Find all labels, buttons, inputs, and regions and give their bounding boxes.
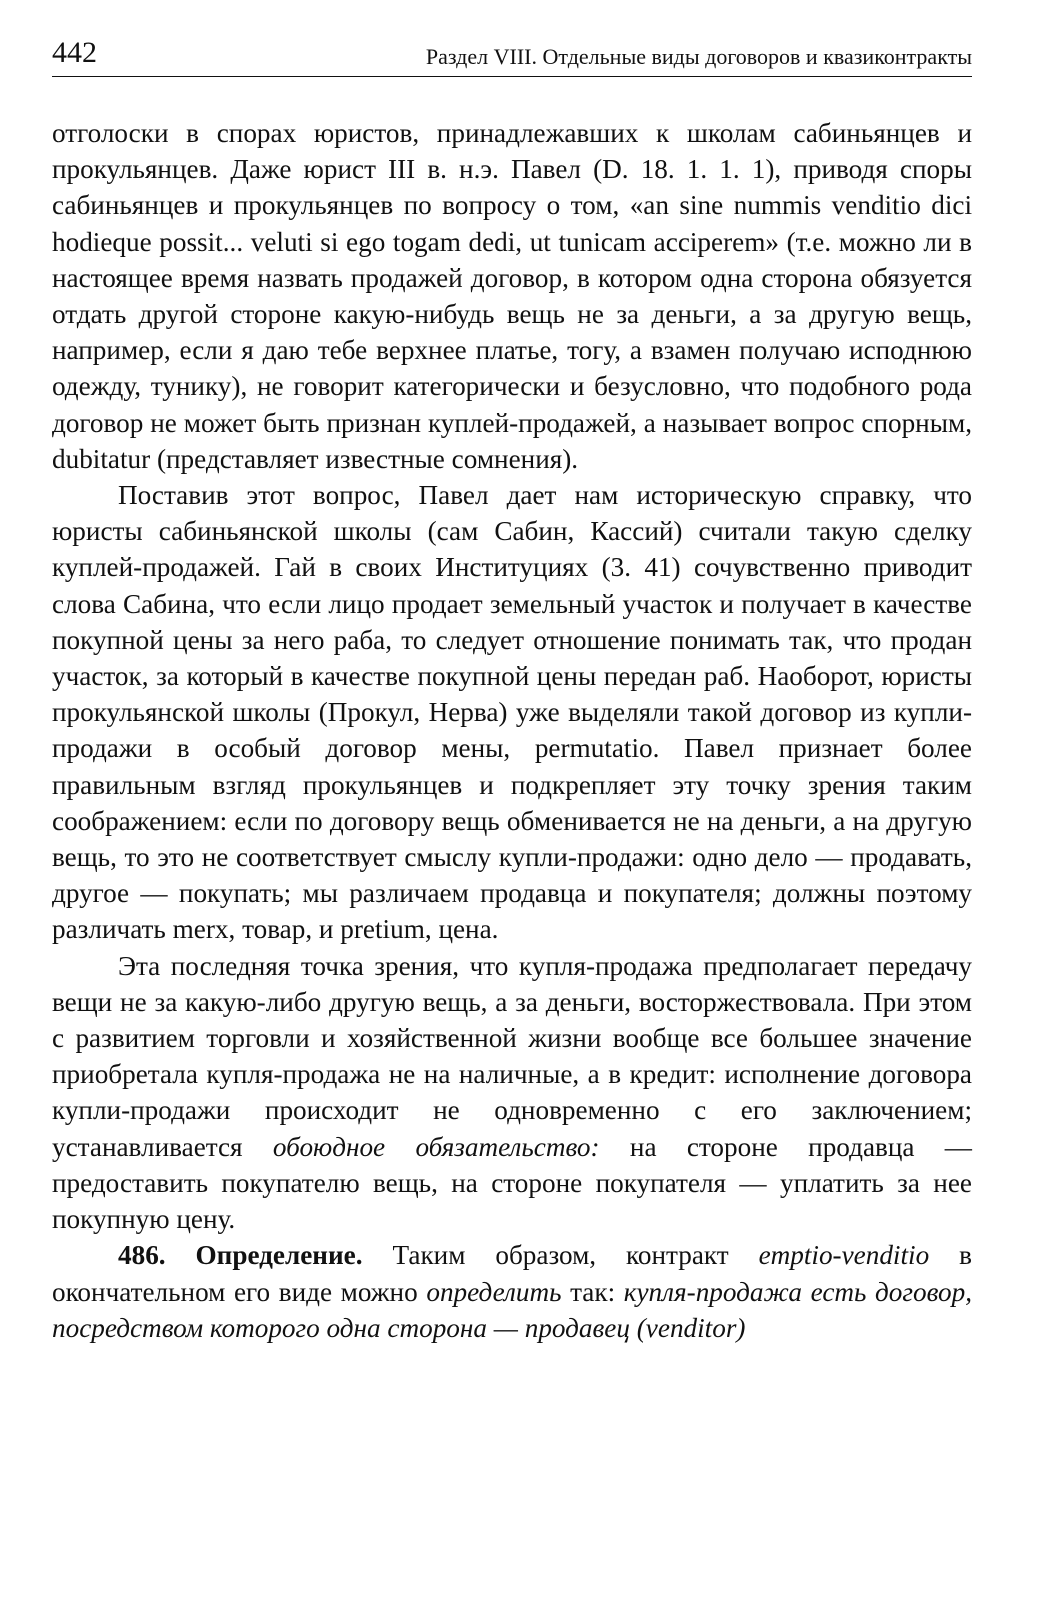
- paragraph-3: [52, 948, 972, 1238]
- document-page: [52, 38, 972, 1346]
- italic-term: emptio-venditio: [758, 1240, 930, 1271]
- paragraph-text: Эта последняя точка зрения, что купля-продажа предполагает передачу вещи не за какую-либо другую вещь, а за деньги, восторжествовала. При этом с развитием торговли и хозяйственной жизни вообще все большее значение приобретала купля-продажа не на наличные, а в кредит: исполнение договора купли-продажи происходит не одновременно с его заключением; устанавливается: [52, 950, 972, 1162]
- paragraph-text: в окончательном его виде можно: [52, 1240, 972, 1307]
- section-heading: 486. Определение.: [118, 1240, 363, 1271]
- paragraph-4: [52, 1237, 972, 1346]
- paragraph-2: [52, 477, 972, 948]
- page-body: [52, 115, 972, 1346]
- paragraph-text: на стороне продавца — предоставить покупателю вещь, на стороне покупателя — уплатить за нее покупную цену.: [52, 1131, 972, 1235]
- paragraph-1: [52, 115, 972, 477]
- italic-term: определить: [426, 1276, 562, 1307]
- page-number: 442: [52, 36, 97, 69]
- paragraph-text: так:: [561, 1276, 624, 1307]
- running-title: Раздел VIII. Отдельные виды договоров и квазиконтракты: [425, 44, 972, 69]
- italic-definition: купля-продажа есть договор, посредством которого одна сторона — продавец (venditor): [52, 1276, 972, 1343]
- paragraph-text: Поставив этот вопрос, Павел дает нам историческую справку, что юристы сабиньянской школы (сам Сабин, Кассий) считали такую сделку куплей-продажей. Гай в своих Институциях (3. 41) сочувственно приводит слова Сабина, что если лицо продает земельный участок и получает в качестве покупной цены за него раба, то следует отношение понимать так, что продан участок, за который в качестве покупной цены передан раб. Наоборот, юристы прокульянской школы (Прокул, Нерва) уже выделяли такой договор из купли-продажи в особый договор мены, permutatio. Павел признает более правильным взгляд прокульянцев и подкрепляет эту точку зрения таким соображением: если по договору вещь обменивается не на деньги, а на другую вещь, то это не соответствует смыслу купли-продажи: одно дело — продавать, другое — покупать; мы различаем продавца и покупателя; должны поэтому различать merx, товар, и pretium, цена.: [52, 480, 972, 945]
- italic-term: обоюдное обязательство:: [272, 1131, 600, 1162]
- paragraph-text: Таким образом, контракт: [362, 1240, 759, 1271]
- paragraph-text: отголоски в спорах юристов, принадлежавших к школам сабиньянцев и прокульянцев. Даже юрист III в. н.э. Павел (D. 18. 1. 1. 1), приводя споры сабиньянцев и прокульянцев по вопросу о том, «an sine nummis venditio dici hodieque possit... veluti si ego togam dedi, ut tunicam acciperem» (т.е. можно ли в настоящее время назвать продажей договор, в котором одна сторона обязуется отдать другой стороне какую-нибудь вещь не за деньги, а за другую вещь, например, если я даю тебе верхнее платье, тогу, а взамен получаю исподнюю одежду, тунику), не говорит категорически и безусловно, что подобного рода договор не может быть признан куплей-продажей, а называет вопрос спорным, dubitatur (представляет известные сомнения).: [52, 118, 972, 474]
- page-header: [52, 38, 972, 77]
